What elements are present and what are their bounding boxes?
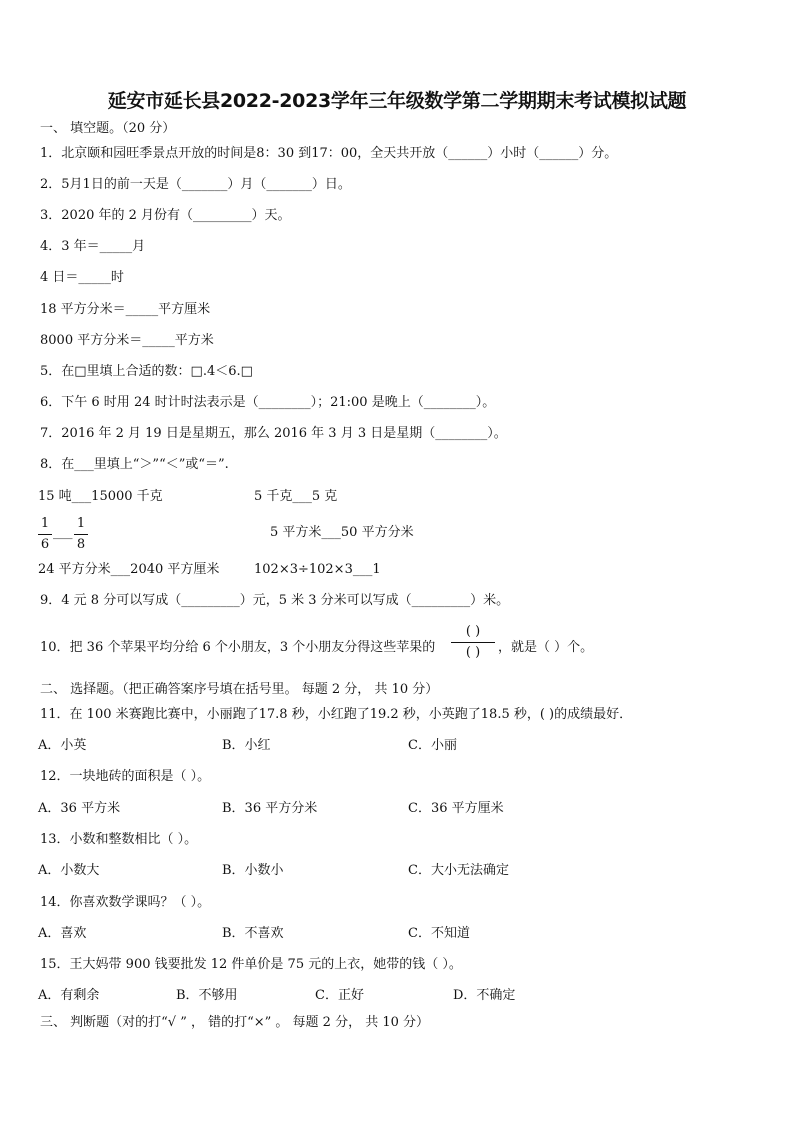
question-8: 8．在___里填上“＞”“＜”或“＝”. <box>40 457 229 472</box>
section-fill-in-heading: 一、 填空题。（20 分） <box>40 121 176 136</box>
fraction-denominator: 8 <box>76 537 86 552</box>
question-6: 6．下午 6 时用 24 时计时法表示是（________）；21:00 是晚上（________）。 <box>40 395 496 410</box>
question-4b: 4 日＝_____时 <box>40 270 124 285</box>
question-2: 2．5月1日的前一天是（_______）月（_______）日。 <box>40 177 351 192</box>
question-1: 1．北京颐和园旺季景点开放的时间是8：30 到17：00，全天共开放（______）小时（______）分。 <box>40 146 618 161</box>
q12-option-a: A．36 平方米 <box>38 801 121 816</box>
question-3: 3．2020 年的 2 月份有（_________）天。 <box>40 208 291 223</box>
question-10-tail: ，就是（ ）个。 <box>498 640 594 655</box>
question-5: 5．在□里填上合适的数：□.4＜6.□ <box>40 364 253 379</box>
question-10 <box>40 640 435 656</box>
question-4a: 4．3 年＝_____月 <box>40 239 146 254</box>
question-9: 9．4 元 8 分可以写成（_________）元，5 米 3 分米可以写成（_________）米。 <box>40 593 510 608</box>
question-7: 7．2016 年 2 月 19 日是星期五，那么 2016 年 3 月 3 日是星期（________）。 <box>40 426 507 441</box>
q12-option-b: B．36 平方分米 <box>222 801 318 816</box>
q11-option-a: A．小英 <box>38 738 87 753</box>
q13-option-a: A．小数大 <box>38 863 100 878</box>
q15-option-a: A．有剩余 <box>38 988 100 1003</box>
q8-fraction-1 <box>38 516 52 553</box>
q14-option-b: B．不喜欢 <box>222 926 284 941</box>
q15-option-d: D．不确定 <box>453 988 516 1003</box>
q15-option-c: C．正好 <box>315 988 364 1003</box>
fraction-bar <box>74 534 88 535</box>
q14-option-a: A．喜欢 <box>38 926 87 941</box>
section-judgement-heading: 三、 判断题（对的打“√ ” ， 错的打“×” 。 每题 2 分， 共 10 分） <box>40 1015 430 1030</box>
question-11: 11．在 100 米赛跑比赛中，小丽跑了17.8 秒，小红跑了19.2 秒，小英跑了18.5 秒，( )的成绩最好． <box>40 707 633 722</box>
fraction-bar <box>38 534 52 535</box>
q13-option-c: C．大小无法确定 <box>408 863 509 878</box>
question-15: 15．王大妈带 900 钱要批发 12 件单价是 75 元的上衣，她带的钱（ ）。 <box>40 957 462 972</box>
q14-option-c: C．不知道 <box>408 926 470 941</box>
fraction-numerator: 1 <box>40 516 50 531</box>
fraction-denominator: ( ) <box>465 645 481 660</box>
q8-item-c-blank: ___ <box>53 525 73 540</box>
q12-option-c: C．36 平方厘米 <box>408 801 504 816</box>
question-10-text: 10．把 36 个苹果平均分给 6 个小朋友，3 个小朋友分得这些苹果的 <box>40 640 436 655</box>
fraction-denominator: 6 <box>40 537 50 552</box>
question-4c: 18 平方分米＝_____平方厘米 <box>40 302 211 317</box>
fraction-bar <box>451 642 495 643</box>
fraction-numerator: 1 <box>76 516 86 531</box>
q15-option-b: B．不够用 <box>176 988 238 1003</box>
q8-fraction-2 <box>74 516 88 553</box>
question-4d: 8000 平方分米＝_____平方米 <box>40 333 214 348</box>
section-choice-heading: 二、 选择题。（把正确答案序号填在括号里。 每题 2 分， 共 10 分） <box>40 682 439 697</box>
q8-item-d: 5 平方米___50 平方分米 <box>270 525 414 540</box>
q8-item-b: 5 千克___5 克 <box>254 489 338 504</box>
q11-option-b: B．小红 <box>222 738 271 753</box>
q8-item-a: 15 吨___15000 千克 <box>38 489 163 504</box>
q8-item-e: 24 平方分米___2040 平方厘米 <box>38 562 220 577</box>
q10-fraction <box>451 624 495 661</box>
q8-item-f: 102×3÷102×3___1 <box>254 562 381 577</box>
q13-option-b: B．小数小 <box>222 863 284 878</box>
question-13: 13．小数和整数相比（ ）。 <box>40 832 198 847</box>
q11-option-c: C．小丽 <box>408 738 457 753</box>
page-title: 延安市延长县2022-2023学年三年级数学第二学期期末考试模拟试题 <box>107 90 687 112</box>
question-14: 14．你喜欢数学课吗？（ ）。 <box>40 895 211 910</box>
question-12: 12．一块地砖的面积是（ ）。 <box>40 769 211 784</box>
fraction-numerator: ( ) <box>465 624 481 639</box>
